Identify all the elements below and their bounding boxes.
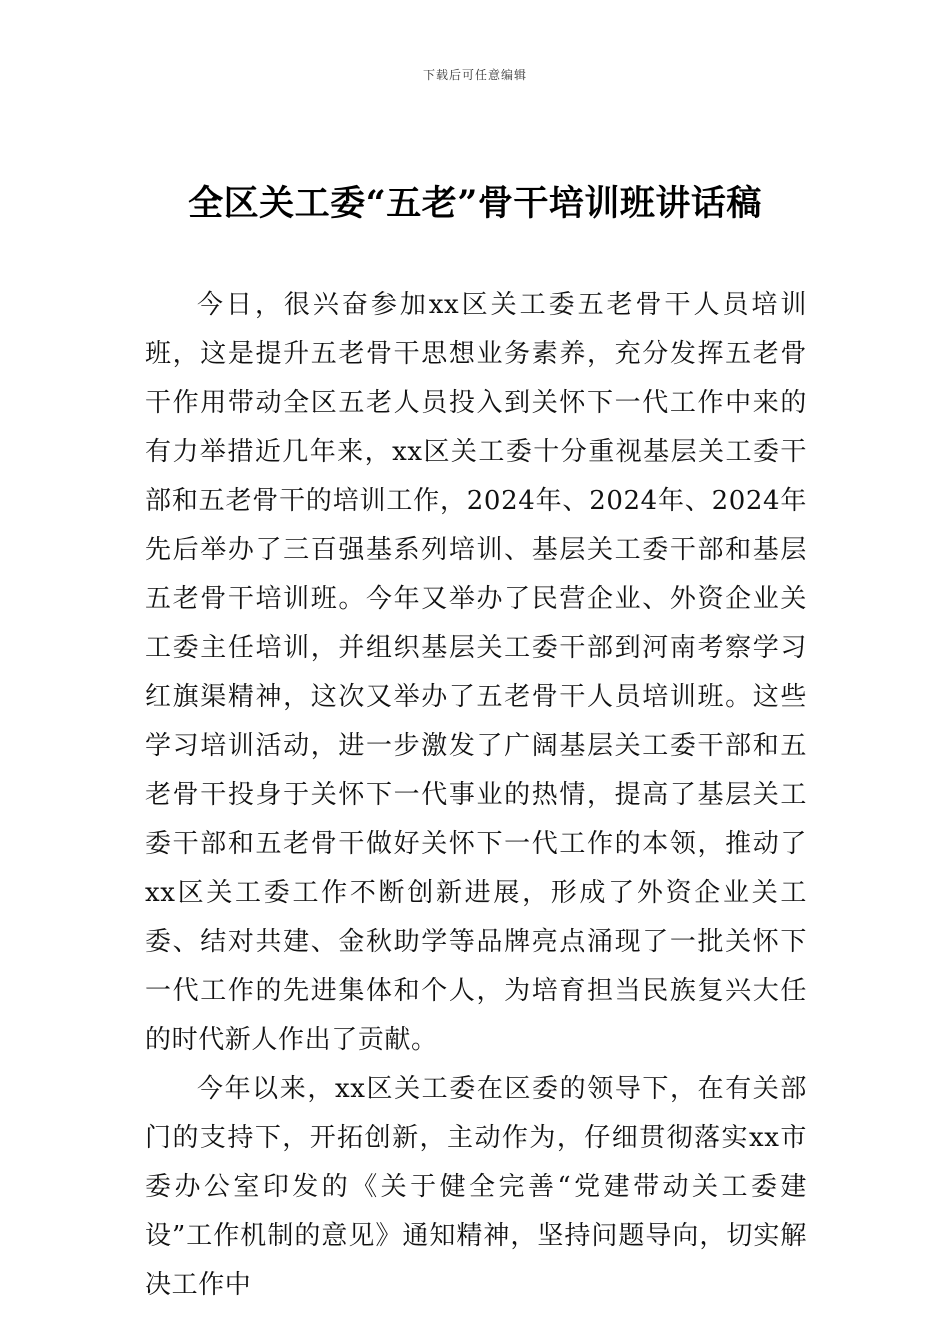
paragraph-2: 今年以来，xx区关工委在区委的领导下，在有关部门的支持下，开拓创新，主动作为，仔细贯彻落实xx市委办公室印发的《关于健全完善“党建带动关工委建设”工作机制的意见》通知精神，坚持问题导向，切实解决工作中: [145, 1074, 807, 1300]
paragraph-1: 今日，很兴奋参加xx区关工委五老骨干人员培训班，这是提升五老骨干思想业务素养，充分发挥五老骨干作用带动全区五老人员投入到关怀下一代工作中来的有力举措近几年来，xx区关工委十分重视基层关工委干部和五老骨干的培训工作，2024年、2024年、2024年先后举办了三百强基系列培训、基层关工委干部和基层五老骨干培训班。今年又举办了民营企业、外资企业关工委主任培训，并组织基层关工委干部到河南考察学习红旗渠精神，这次又举办了五老骨干人员培训班。这些学习培训活动，进一步激发了广阔基层关工委干部和五老骨干投身于关怀下一代事业的热情，提高了基层关工委干部和五老骨干做好关怀下一代工作的本领，推动了xx区关工委工作不断创新进展，形成了外资企业关工委、结对共建、金秋助学等品牌亮点涌现了一批关怀下一代工作的先进集体和个人，为培育担当民族复兴大任的时代新人作出了贡献。: [145, 290, 807, 1055]
document-body: [145, 281, 807, 1310]
document-title: 全区关工委“五老”骨干培训班讲话稿: [188, 183, 762, 224]
header-note: 下载后可任意编辑: [422, 68, 527, 82]
